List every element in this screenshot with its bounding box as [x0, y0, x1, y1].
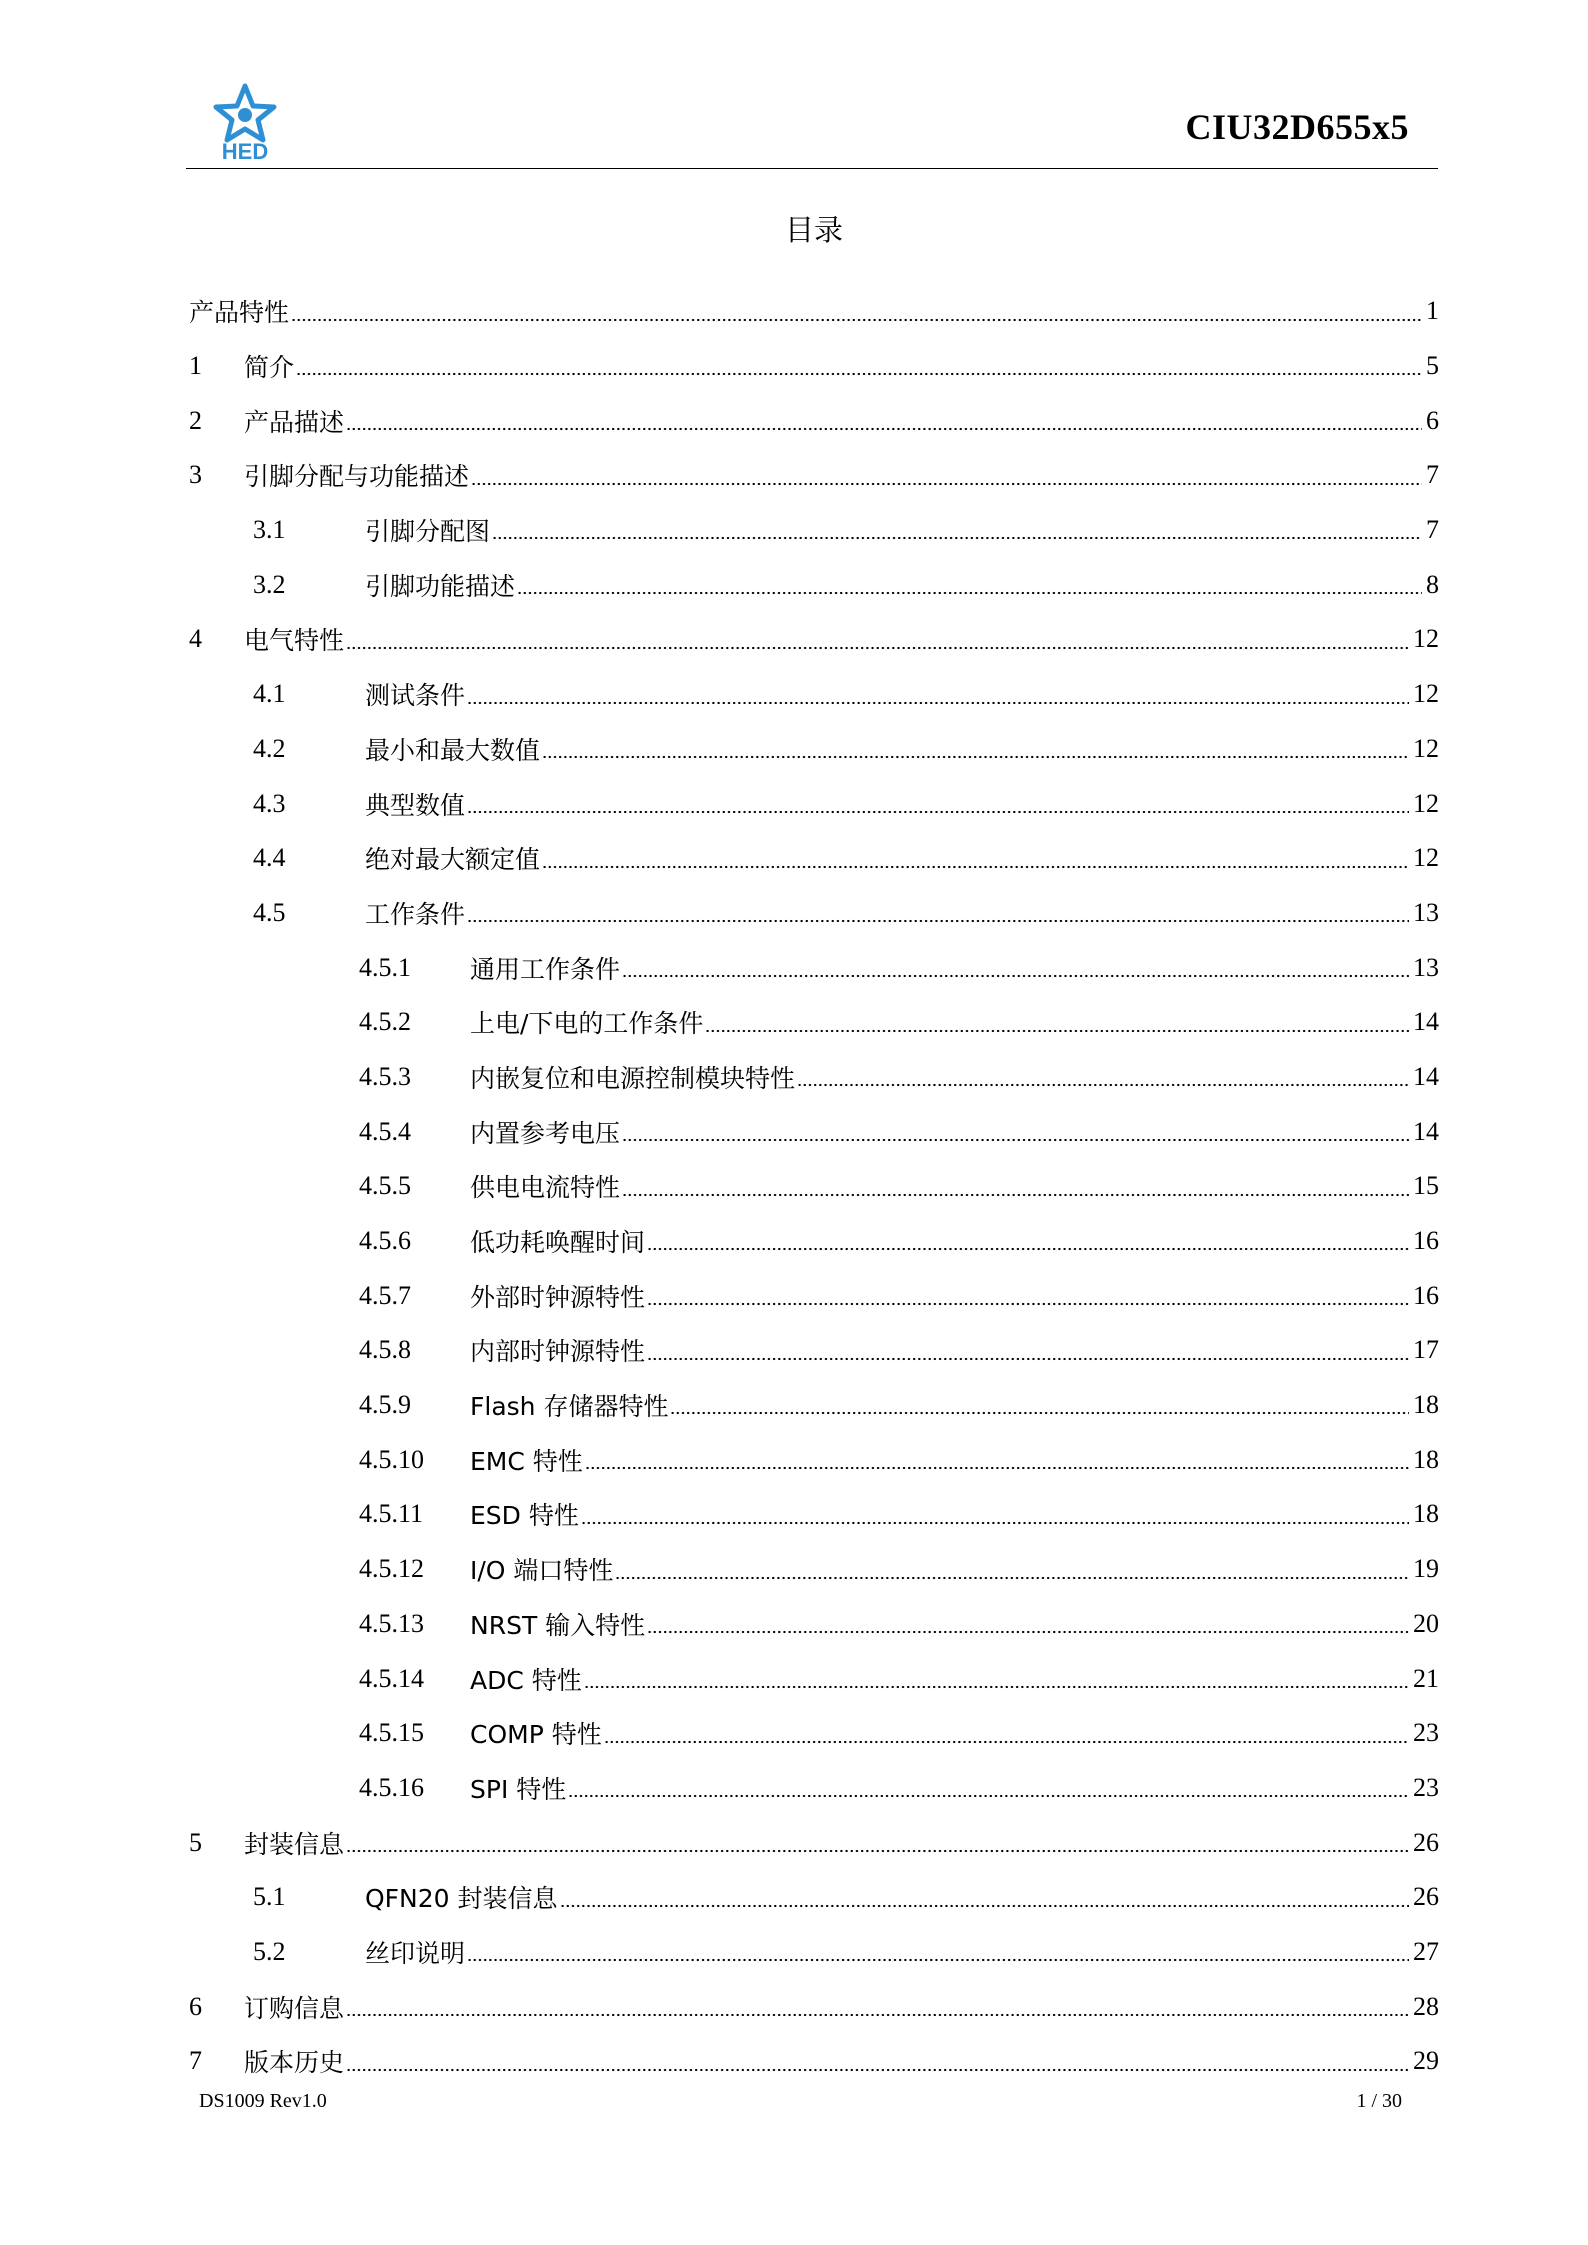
dot-leader: [296, 371, 1422, 377]
toc-entry[interactable]: [189, 1761, 1439, 1816]
toc-entry-label: 供电电流特性: [470, 1173, 621, 1203]
toc-entry-label: 产品特性: [189, 298, 290, 328]
dot-leader: [542, 864, 1409, 870]
toc-entry-number: 4.5.11: [359, 1499, 424, 1529]
toc-entry-page: 13: [1413, 897, 1439, 927]
dot-leader: [492, 535, 1422, 541]
toc-entry-page: 23: [1413, 1772, 1439, 1802]
toc-entry-page: 14: [1413, 1061, 1439, 1091]
toc-entry[interactable]: [189, 612, 1439, 667]
toc-entry-page: 17: [1413, 1335, 1439, 1365]
toc-entry-number: 4.2: [253, 733, 286, 763]
toc-entry-number: 4.5: [253, 897, 286, 927]
toc-entry[interactable]: [189, 557, 1439, 612]
dot-leader: [622, 1192, 1409, 1198]
toc-entry-label: 典型数值: [365, 790, 466, 820]
toc-entry[interactable]: [189, 886, 1439, 941]
toc-entry-page: 26: [1413, 1827, 1439, 1857]
toc-entry-label: 引脚分配与功能描述: [244, 462, 470, 492]
dot-leader: [542, 754, 1409, 760]
toc-entry-page: 23: [1413, 1718, 1439, 1748]
toc-entry[interactable]: [189, 1925, 1439, 1980]
toc-entry-label: 引脚功能描述: [365, 571, 516, 601]
toc-entry-label: 内嵌复位和电源控制模块特性: [470, 1063, 796, 1093]
toc-entry-number: 4.5.1: [359, 952, 411, 982]
toc-entry-number: 5.1: [253, 1882, 286, 1912]
toc-entry-page: 7: [1426, 460, 1439, 490]
dot-leader: [647, 1356, 1409, 1362]
toc-entry-label: 通用工作条件: [470, 954, 621, 984]
toc-entry-label: NRST 输入特性: [470, 1610, 646, 1640]
dot-leader: [346, 2067, 1409, 2073]
toc-entry-page: 27: [1413, 1936, 1439, 1966]
toc-entry-label: 低功耗唤醒时间: [470, 1228, 646, 1258]
toc-entry-page: 20: [1413, 1608, 1439, 1638]
toc-entry-label: ESD 特性: [470, 1501, 579, 1531]
dot-leader: [647, 1246, 1409, 1252]
hed-logo: [200, 80, 290, 162]
dot-leader: [471, 481, 1422, 487]
table-of-contents: [189, 284, 1439, 2089]
toc-entry-label: Flash 存储器特性: [470, 1392, 669, 1422]
toc-entry-number: 4.5.7: [359, 1280, 411, 1310]
toc-entry[interactable]: [189, 1159, 1439, 1214]
toc-entry-page: 18: [1413, 1499, 1439, 1529]
dot-leader: [291, 317, 1422, 323]
toc-entry-label: 外部时钟源特性: [470, 1282, 646, 1312]
toc-entry-page: 12: [1413, 733, 1439, 763]
toc-entry-number: 4.4: [253, 843, 286, 873]
toc-entry-label: 产品描述: [244, 407, 345, 437]
toc-entry-label: 引脚分配图: [365, 517, 491, 547]
toc-entry-page: 14: [1413, 1007, 1439, 1037]
toc-entry-number: 5.2: [253, 1936, 286, 1966]
toc-entry[interactable]: [189, 831, 1439, 886]
dot-leader: [346, 2012, 1409, 2018]
toc-entry[interactable]: [189, 1597, 1439, 1652]
toc-entry[interactable]: [189, 1432, 1439, 1487]
dot-leader: [797, 1082, 1409, 1088]
toc-entry-page: 8: [1426, 569, 1439, 599]
dot-leader: [560, 1903, 1409, 1909]
dot-leader: [346, 426, 1422, 432]
toc-entry-page: 19: [1413, 1554, 1439, 1584]
footer-page-number: 1 / 30: [1356, 2090, 1402, 2112]
toc-title: 目录: [784, 213, 843, 247]
toc-entry-page: 18: [1413, 1444, 1439, 1474]
toc-entry[interactable]: [189, 339, 1439, 394]
logo-text: HED: [221, 139, 269, 162]
dot-leader: [670, 1410, 1409, 1416]
dot-leader: [467, 918, 1409, 924]
dot-leader: [647, 1301, 1409, 1307]
toc-entry[interactable]: [189, 1487, 1439, 1542]
toc-entry-label: ADC 特性: [470, 1665, 582, 1695]
toc-entry-number: 4.5.6: [359, 1226, 411, 1256]
toc-entry-number: 4.5.5: [359, 1171, 411, 1201]
toc-entry[interactable]: [189, 1651, 1439, 1706]
toc-entry-number: 4.5.13: [359, 1608, 424, 1638]
toc-entry-label: 丝印说明: [365, 1938, 466, 1968]
toc-entry-label: 内置参考电压: [470, 1118, 621, 1148]
toc-entry-page: 29: [1413, 2046, 1439, 2076]
dot-leader: [467, 700, 1409, 706]
toc-entry-label: 绝对最大额定值: [365, 845, 541, 875]
toc-entry-page: 14: [1413, 1116, 1439, 1146]
star-icon: [216, 86, 274, 140]
toc-entry-page: 12: [1413, 843, 1439, 873]
dot-leader: [615, 1575, 1409, 1581]
dot-leader: [584, 1684, 1409, 1690]
toc-entry-page: 1: [1426, 296, 1439, 326]
toc-entry[interactable]: [189, 1706, 1439, 1761]
toc-entry[interactable]: [189, 995, 1439, 1050]
toc-entry-number: 6: [189, 1991, 202, 2021]
toc-entry[interactable]: [189, 667, 1439, 722]
toc-entry-page: 12: [1413, 624, 1439, 654]
toc-entry-number: 4.5.8: [359, 1335, 411, 1365]
toc-entry-page: 7: [1426, 515, 1439, 545]
toc-entry-number: 4.3: [253, 788, 286, 818]
toc-entry[interactable]: [189, 1214, 1439, 1269]
toc-entry[interactable]: [189, 722, 1439, 777]
header-divider: [186, 168, 1438, 169]
toc-entry-label: QFN20 封装信息: [365, 1884, 558, 1914]
toc-entry-label: 工作条件: [365, 899, 466, 929]
toc-entry-page: 12: [1413, 679, 1439, 709]
toc-entry-number: 2: [189, 405, 202, 435]
toc-entry-label: SPI 特性: [470, 1774, 567, 1804]
toc-entry-page: 13: [1413, 952, 1439, 982]
toc-entry-number: 4.5.9: [359, 1390, 411, 1420]
toc-entry-number: 4.1: [253, 679, 286, 709]
dot-leader: [647, 1629, 1409, 1635]
toc-entry-page: 18: [1413, 1390, 1439, 1420]
toc-entry[interactable]: [189, 2034, 1439, 2089]
document-title: CIU32D655x5: [1185, 107, 1409, 147]
toc-entry-number: 4.5.15: [359, 1718, 424, 1748]
toc-entry-number: 3.2: [253, 569, 286, 599]
dot-leader: [622, 1137, 1409, 1143]
toc-entry[interactable]: [189, 284, 1439, 339]
toc-entry-label: 电气特性: [244, 626, 345, 656]
footer-doc-id: DS1009 Rev1.0: [199, 2090, 327, 2112]
dot-leader: [568, 1793, 1409, 1799]
toc-entry[interactable]: [189, 1323, 1439, 1378]
toc-entry-page: 16: [1413, 1226, 1439, 1256]
dot-leader: [622, 973, 1409, 979]
toc-entry-number: 3.1: [253, 515, 286, 545]
toc-entry-page: 6: [1426, 405, 1439, 435]
toc-entry-number: 4.5.4: [359, 1116, 411, 1146]
toc-entry[interactable]: [189, 1542, 1439, 1597]
toc-entry-label: EMC 特性: [470, 1446, 583, 1476]
dot-leader: [581, 1520, 1409, 1526]
toc-entry-number: 4.5.16: [359, 1772, 424, 1802]
dot-leader: [705, 1028, 1409, 1034]
dot-leader: [517, 590, 1422, 596]
toc-entry-page: 5: [1426, 351, 1439, 381]
toc-entry[interactable]: [189, 448, 1439, 503]
toc-entry-label: 简介: [244, 353, 295, 383]
toc-entry-number: 4.5.12: [359, 1554, 424, 1584]
toc-entry-label: 封装信息: [244, 1829, 345, 1859]
dot-leader: [346, 1848, 1409, 1854]
toc-entry-label: 测试条件: [365, 681, 466, 711]
toc-entry[interactable]: [189, 1104, 1439, 1159]
toc-entry[interactable]: [189, 776, 1439, 831]
dot-leader: [467, 809, 1409, 815]
toc-entry-label: 最小和最大数值: [365, 735, 541, 765]
toc-entry-number: 4.5.14: [359, 1663, 424, 1693]
dot-leader: [467, 1957, 1409, 1963]
toc-entry-label: 版本历史: [244, 2048, 345, 2078]
toc-entry-number: 7: [189, 2046, 202, 2076]
toc-entry-page: 16: [1413, 1280, 1439, 1310]
toc-entry-page: 12: [1413, 788, 1439, 818]
toc-entry-label: 内部时钟源特性: [470, 1337, 646, 1367]
toc-entry-number: 3: [189, 460, 202, 490]
toc-entry[interactable]: [189, 1870, 1439, 1925]
toc-entry-label: COMP 特性: [470, 1720, 602, 1750]
toc-entry-page: 21: [1413, 1663, 1439, 1693]
toc-entry-number: 4.5.3: [359, 1061, 411, 1091]
toc-entry[interactable]: [189, 1050, 1439, 1105]
toc-entry-number: 1: [189, 351, 202, 381]
toc-entry[interactable]: [189, 1979, 1439, 2034]
toc-entry-page: 15: [1413, 1171, 1439, 1201]
toc-entry[interactable]: [189, 503, 1439, 558]
toc-entry-label: 订购信息: [244, 1993, 345, 2023]
toc-entry-number: 4: [189, 624, 202, 654]
toc-entry-label: I/O 端口特性: [470, 1556, 614, 1586]
toc-entry-page: 28: [1413, 1991, 1439, 2021]
toc-entry-number: 4.5.10: [359, 1444, 424, 1474]
toc-entry-label: 上电/下电的工作条件: [470, 1009, 704, 1039]
toc-entry[interactable]: [189, 1268, 1439, 1323]
toc-entry-number: 5: [189, 1827, 202, 1857]
toc-entry[interactable]: [189, 1378, 1439, 1433]
dot-leader: [346, 645, 1409, 651]
toc-entry-page: 26: [1413, 1882, 1439, 1912]
dot-leader: [585, 1465, 1409, 1471]
toc-entry[interactable]: [189, 940, 1439, 995]
toc-entry[interactable]: [189, 1815, 1439, 1870]
dot-leader: [604, 1739, 1409, 1745]
toc-entry-number: 4.5.2: [359, 1007, 411, 1037]
toc-entry[interactable]: [189, 393, 1439, 448]
